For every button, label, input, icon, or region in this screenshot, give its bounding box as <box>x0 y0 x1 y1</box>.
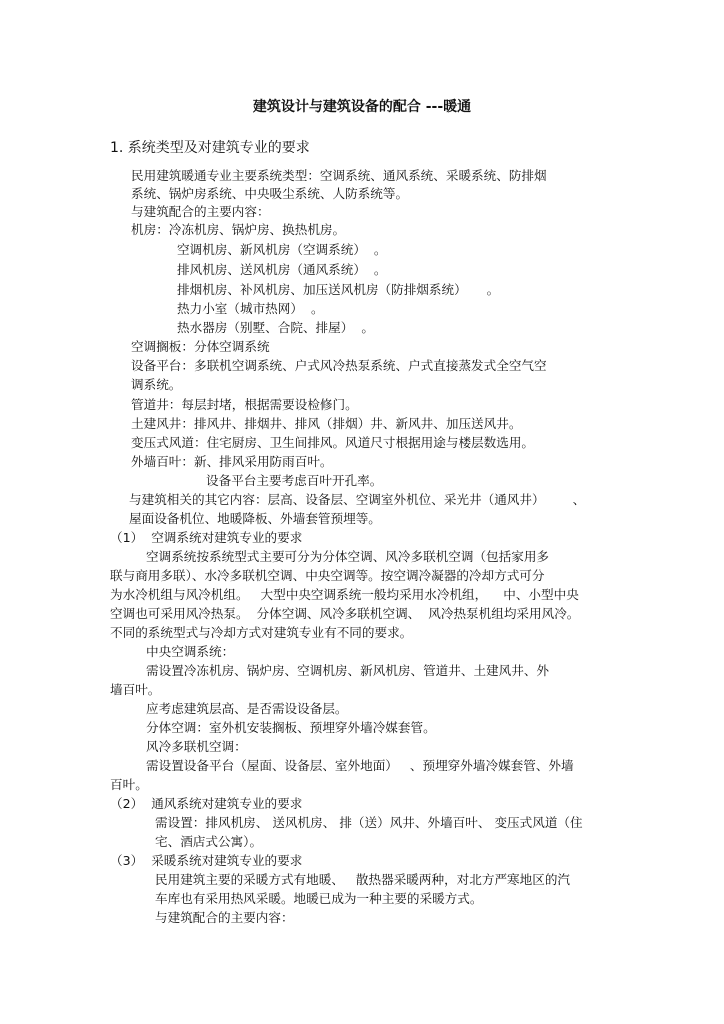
text-line: 为水冷机组与风冷机组。 大型中央空调系统一般均采用水冷机组， 中、小型中央 <box>110 587 579 602</box>
text-line: 不同的系统型式与冷却方式对建筑专业有不同的要求。 <box>110 625 413 640</box>
text-line: 变压式风道：住宅厨房、卫生间排风。风道尺寸根据用途与楼层数选用。 <box>131 435 534 450</box>
text-line: 热水器房（别墅、合院、排屋） 。 <box>177 320 374 335</box>
subsection-heading: （1） 空调系统对建筑专业的要求 <box>110 530 303 545</box>
text-line: 与建筑配合的主要内容： <box>155 910 294 925</box>
subsection-heading: （2） 通风系统对建筑专业的要求 <box>110 796 303 811</box>
text-line: 管道井：每层封堵，根据需要设检修门。 <box>131 397 358 412</box>
text-line: 分体空调：室外机安装搁板、预埋穿外墙冷媒套管。 <box>146 720 436 735</box>
text-line: 空调也可采用风冷热泵。 分体空调、风冷多联机空调、 风冷热泵机组均采用风冷。 <box>110 606 580 621</box>
text-line: 应考虑建筑层高、是否需设设备层。 <box>146 701 348 716</box>
text-line: 排风机房、送风机房（通风系统） 。 <box>177 262 387 277</box>
text-line: 宅、酒店式公寓）。 <box>155 834 263 849</box>
text-line: 民用建筑暖通专业主要系统类型：空调系统、通风系统、采暖系统、防排烟 <box>131 168 547 183</box>
text-line: 外墙百叶：新、排风采用防雨百叶。 <box>131 454 333 469</box>
text-line: 需设置：排风机房、 送风机房、 排（送）风井、外墙百叶、 变压式风道（住 <box>155 815 583 830</box>
text-line: 需设置冷冻机房、锅炉房、空调机房、新风机房、管道井、土建风井、外 <box>146 663 549 678</box>
text-line: 土建风井：排风井、排烟井、排风（排烟）井、新风井、加压送风井。 <box>131 416 522 431</box>
text-line: 空调机房、新风机房（空调系统） 。 <box>177 242 387 257</box>
text-line: 调系统。 <box>131 377 182 392</box>
text-line: 空调搁板：分体空调系统 <box>131 339 270 354</box>
section-heading: 1. 系统类型及对建筑专业的要求 <box>110 140 310 156</box>
document-title: 建筑设计与建筑设备的配合 ---暖通 <box>252 99 472 115</box>
text-line: 热力小室（城市热网） 。 <box>177 301 324 316</box>
text-line: 需设置设备平台（屋面、设备层、室外地面） 、预埋穿外墙冷媒套管、外墙 <box>146 758 574 773</box>
text-line: 百叶。 <box>110 777 148 792</box>
subsection-heading: （3） 采暖系统对建筑专业的要求 <box>110 853 303 868</box>
text-line: 民用建筑主要的采暖方式有地暖、 散热器采暖两种，对北方严寒地区的汽 <box>155 872 571 887</box>
text-line: 风冷多联机空调： <box>146 739 247 754</box>
text-line: 屋面设备机位、地暖降板、外墙套管预埋等。 <box>129 511 381 526</box>
text-line: 墙百叶。 <box>110 682 161 697</box>
text-line: 排烟机房、补风机房、加压送风机房（防排烟系统） 。 <box>177 282 500 297</box>
text-line: 设备平台主要考虑百叶开孔率。 <box>206 473 383 488</box>
text-line: 系统、锅炉房系统、中央吸尘系统、人防系统等。 <box>131 186 409 201</box>
text-line: 车库也有采用热风采暖。地暖已成为一种主要的采暖方式。 <box>155 891 483 906</box>
text-line: 机房：冷冻机房、锅炉房、换热机房。 <box>131 222 346 237</box>
text-line: 联与商用多联）、水冷多联机空调、中央空调等。按空调冷凝器的冷却方式可分 <box>110 568 545 583</box>
text-line: 中央空调系统： <box>146 644 235 659</box>
text-line: 空调系统按系统型式主要可分为分体空调、风冷多联机空调（包括家用多 <box>146 549 549 564</box>
text-line: 设备平台：多联机空调系统、户式风冷热泵系统、户式直接蒸发式全空气空 <box>131 358 547 373</box>
text-line: 与建筑配合的主要内容： <box>131 204 270 219</box>
text-line: 与建筑相关的其它内容：层高、设备层、空调室外机位、采光井（通风井） 、 <box>129 492 586 507</box>
